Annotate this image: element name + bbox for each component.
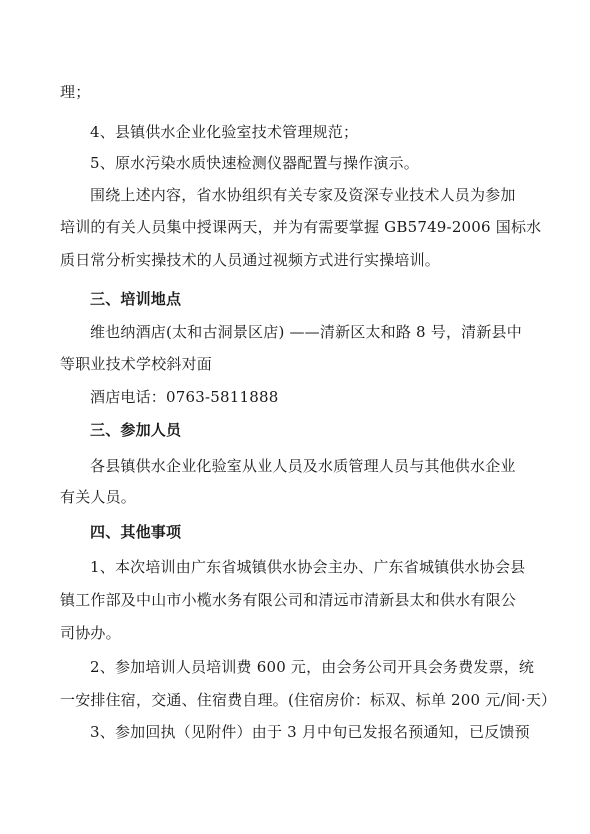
location-address-line-1: 维也纳酒店(太和古洞景区店) ——清新区太和路 8 号，清新县中 <box>90 323 522 341</box>
paragraph-training-line-2: 培训的有关人员集中授课两天，并为有需要掌握 GB5749-2006 国标水 <box>60 218 542 236</box>
paragraph-training-line-3: 质日常分析实操技术的人员通过视频方式进行实操培训。 <box>60 251 441 269</box>
paragraph-training-line-1: 围绕上述内容，省水协组织有关专家及资深专业技术人员为参加 <box>90 186 516 204</box>
location-address-line-2: 等职业技术学校斜对面 <box>60 355 213 373</box>
other-item-2-line-2: 一安排住宿，交通、住宿费自理。(住宿房价：标双、标单 200 元/间·天） <box>60 691 557 709</box>
list-item-4: 4、县镇供水企业化验室技术管理规范； <box>90 123 359 141</box>
section-heading-location: 三、培训地点 <box>90 290 182 308</box>
section-heading-other-matters: 四、其他事项 <box>90 523 182 541</box>
hotel-phone: 酒店电话：0763-5811888 <box>90 388 279 406</box>
other-item-3-line-1: 3、参加回执（见附件）由于 3 月中旬已发报名预通知，已反馈预 <box>90 723 530 741</box>
list-item-5: 5、原水污染水质快速检测仪器配置与操作演示。 <box>90 154 419 172</box>
other-item-2-line-1: 2、参加培训人员培训费 600 元，由会务公司开具会务费发票，统 <box>90 658 535 676</box>
other-item-1-line-3: 司协办。 <box>60 624 121 642</box>
section-heading-participants: 三、参加人员 <box>90 421 182 439</box>
other-item-1-line-1: 1、本次培训由广东省城镇供水协会主办、广东省城镇供水协会县 <box>90 558 526 576</box>
other-item-1-line-2: 镇工作部及中山市小榄水务有限公司和清远市清新县太和供水有限公 <box>60 591 517 609</box>
participants-line-1: 各县镇供水企业化验室从业人员及水质管理人员与其他供水企业 <box>90 457 516 475</box>
participants-line-2: 有关人员。 <box>60 488 137 506</box>
text-line-continuation: 理； <box>60 83 91 101</box>
